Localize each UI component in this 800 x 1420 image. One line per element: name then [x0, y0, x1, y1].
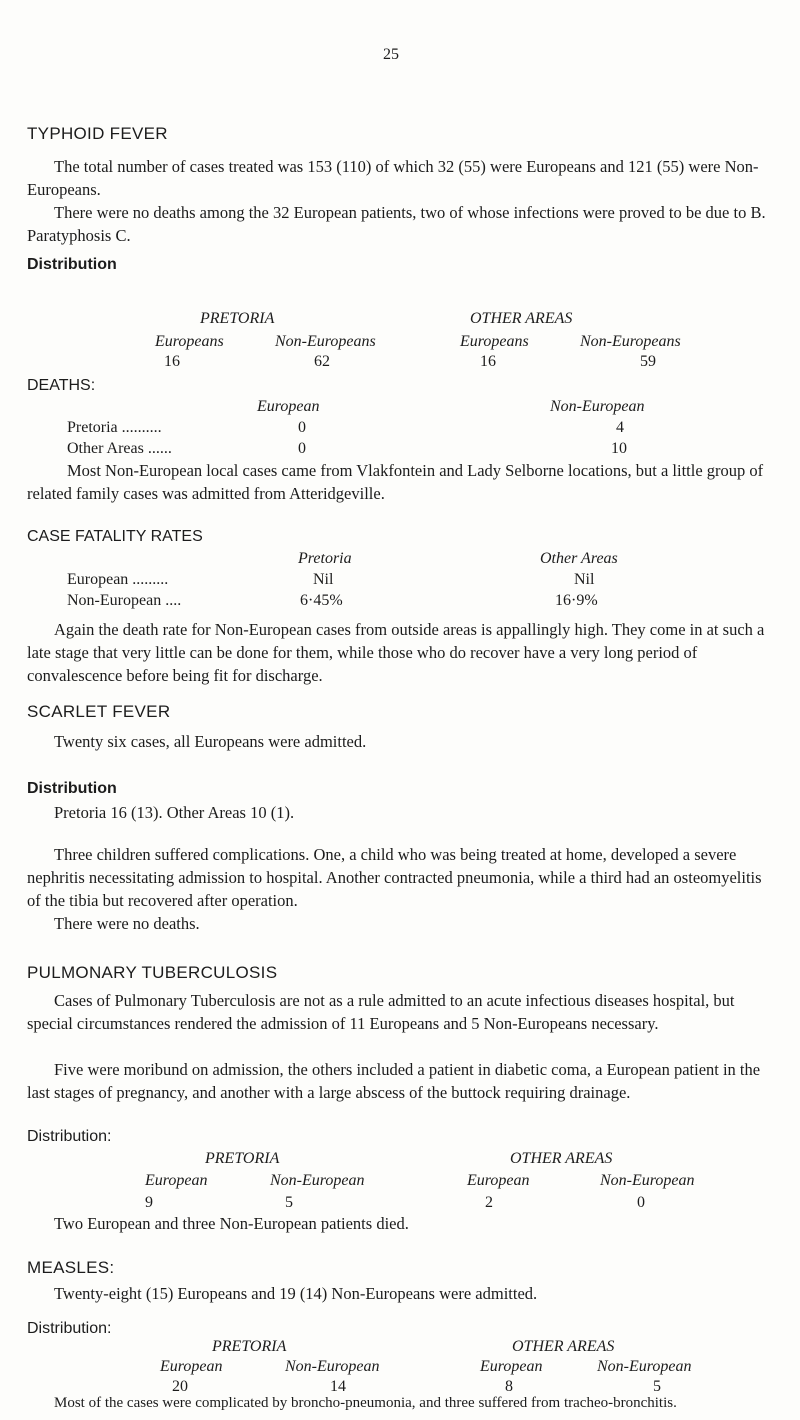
tb-pretoria-non-european: 5	[285, 1194, 293, 1211]
typhoid-deaths-row-pretoria: Pretoria ..........	[67, 419, 162, 436]
typhoid-col-non-europeans-1: Non-Europeans	[275, 333, 376, 350]
measles-heading: MEASLES:	[27, 1258, 115, 1277]
typhoid-deaths-other-european: 0	[298, 440, 306, 457]
typhoid-other-non-europeans: 59	[640, 353, 656, 370]
measles-col-non-european-1: Non-European	[285, 1358, 380, 1375]
typhoid-para-1: The total number of cases treated was 153 (110) of which 32 (55) were Europeans and 121 (55) were Non-Europeans.	[27, 157, 759, 199]
scarlet-para-3: There were no deaths.	[54, 914, 200, 933]
typhoid-deaths-col-european: European	[257, 398, 320, 415]
measles-other-areas-label: OTHER AREAS	[512, 1338, 615, 1355]
measles-other-european: 8	[505, 1378, 513, 1395]
measles-para-2: Most of the cases were complicated by broncho-pneumonia, and three suffered from tracheo-bronchitis.	[54, 1395, 677, 1411]
typhoid-other-areas-label: OTHER AREAS	[470, 310, 573, 327]
typhoid-cfr-non-european-other: 16·9%	[555, 592, 598, 609]
typhoid-deaths-row-other: Other Areas ......	[67, 440, 172, 457]
measles-pretoria-european: 20	[172, 1378, 188, 1395]
tb-deaths-line: Two European and three Non-European patients died.	[54, 1214, 409, 1233]
measles-para-1: Twenty-eight (15) Europeans and 19 (14) Non-Europeans were admitted.	[54, 1284, 538, 1303]
typhoid-cfr-european-other: Nil	[574, 571, 595, 588]
typhoid-cfr-row-non-european: Non-European ....	[67, 592, 182, 609]
tb-pretoria-label: PRETORIA	[205, 1150, 280, 1167]
typhoid-deaths-pretoria-non-european: 4	[616, 419, 624, 436]
measles-col-european-2: European	[480, 1358, 543, 1375]
typhoid-para-2: There were no deaths among the 32 European patients, two of whose infections were proved to be due to B. Paratyphosis C.	[27, 203, 766, 245]
typhoid-pretoria-label: PRETORIA	[200, 310, 275, 327]
tb-col-european-1: European	[145, 1172, 208, 1189]
typhoid-cfr-heading: CASE FATALITY RATES	[27, 528, 203, 545]
typhoid-para-3: Again the death rate for Non-European cases from outside areas is appallingly high. They come in at such a late stage that very little can be done for them, while those who do recover have a very long period of convalescence before being fit for discharge.	[27, 620, 765, 685]
typhoid-locations-note: Most Non-European local cases came from Vlakfontein and Lady Selborne locations, but a little group of related family cases was admitted from Atteridgeville.	[27, 461, 764, 503]
measles-pretoria-non-european: 14	[330, 1378, 346, 1395]
typhoid-cfr-non-european-pretoria: 6·45%	[300, 592, 343, 609]
tb-other-areas-label: OTHER AREAS	[510, 1150, 613, 1167]
scarlet-heading: SCARLET FEVER	[27, 702, 171, 721]
typhoid-heading: TYPHOID FEVER	[27, 124, 168, 143]
tb-other-european: 2	[485, 1194, 493, 1211]
typhoid-deaths-pretoria-european: 0	[298, 419, 306, 436]
typhoid-col-non-europeans-2: Non-Europeans	[580, 333, 681, 350]
typhoid-deaths-label: DEATHS:	[27, 377, 96, 394]
typhoid-pretoria-non-europeans: 62	[314, 353, 330, 370]
typhoid-pretoria-europeans: 16	[164, 353, 180, 370]
measles-other-non-european: 5	[653, 1378, 661, 1395]
typhoid-deaths-other-non-european: 10	[611, 440, 627, 457]
tb-col-non-european-1: Non-European	[270, 1172, 365, 1189]
scarlet-para-1: Twenty six cases, all Europeans were admitted.	[54, 732, 367, 751]
typhoid-distribution-heading: Distribution	[27, 256, 117, 273]
tb-para-2: Five were moribund on admission, the others included a patient in diabetic coma, a European patient in the last stages of pregnancy, and another with a large abscess of the buttock requiring drainage.	[27, 1060, 761, 1102]
typhoid-deaths-col-non-european: Non-European	[550, 398, 645, 415]
tb-distribution-heading: Distribution:	[27, 1128, 112, 1145]
measles-col-european-1: European	[160, 1358, 223, 1375]
tb-para-1: Cases of Pulmonary Tuberculosis are not as a rule admitted to an acute infectious diseases hospital, but special circumstances rendered the admission of 11 Europeans and 5 Non-Europeans necessary.	[27, 991, 735, 1033]
scarlet-distribution-heading: Distribution	[27, 780, 117, 797]
scarlet-para-2: Three children suffered complications. One, a child who was being treated at home, developed a severe nephritis necessitating admission to hospital. Another contracted pneumonia, while a third had an osteomyelitis of the tibia but recovered after operation.	[27, 845, 762, 910]
scarlet-distribution-line: Pretoria 16 (13). Other Areas 10 (1).	[54, 803, 295, 822]
tb-heading: PULMONARY TUBERCULOSIS	[27, 963, 278, 982]
tb-pretoria-european: 9	[145, 1194, 153, 1211]
typhoid-col-europeans-1: Europeans	[155, 333, 224, 350]
measles-pretoria-label: PRETORIA	[212, 1338, 287, 1355]
measles-col-non-european-2: Non-European	[597, 1358, 692, 1375]
tb-col-non-european-2: Non-European	[600, 1172, 695, 1189]
typhoid-other-europeans: 16	[480, 353, 496, 370]
tb-col-european-2: European	[467, 1172, 530, 1189]
page-number: 25	[383, 46, 399, 63]
typhoid-cfr-col-other-areas: Other Areas	[540, 550, 618, 567]
typhoid-cfr-row-european: European .........	[67, 571, 169, 588]
typhoid-col-europeans-2: Europeans	[460, 333, 529, 350]
measles-distribution-heading: Distribution:	[27, 1320, 112, 1337]
typhoid-cfr-european-pretoria: Nil	[313, 571, 334, 588]
tb-other-non-european: 0	[637, 1194, 645, 1211]
typhoid-cfr-col-pretoria: Pretoria	[298, 550, 352, 567]
